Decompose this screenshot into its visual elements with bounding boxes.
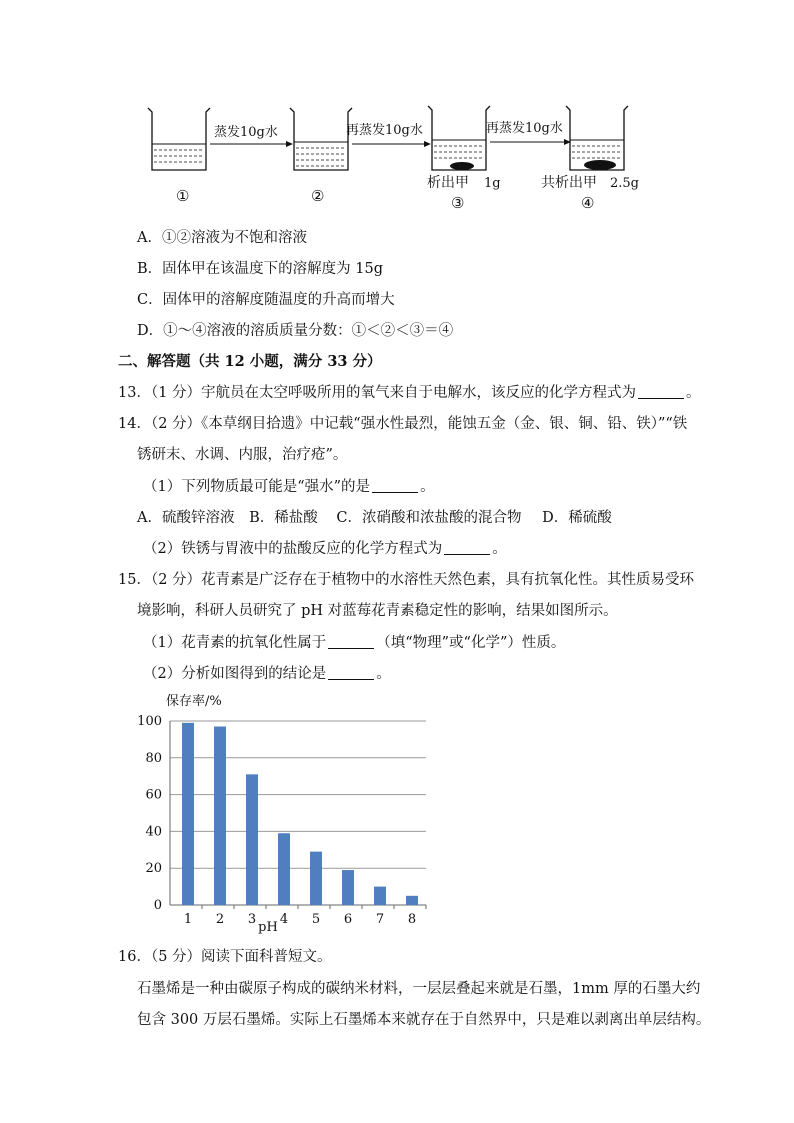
q14-option-d: D．稀硫酸 [542, 510, 612, 526]
bar-ph-6 [342, 870, 354, 905]
arrow-label-1: 蒸发10g水 [214, 125, 278, 140]
y-tick-label: 80 [145, 750, 162, 766]
q15-sub1-blank[interactable] [328, 634, 374, 649]
q14-options [137, 508, 612, 528]
bar-ph-2 [214, 727, 226, 905]
q14-sub-1 [143, 477, 435, 497]
x-tick-label: 6 [343, 912, 353, 927]
q14-sub1-text: （1）下列物质最可能是“强水”的是 [143, 479, 371, 495]
arrow-1 [210, 141, 293, 147]
x-tick-label: 3 [247, 912, 257, 927]
precip-amount-3: 1g [484, 176, 501, 191]
q14-sub1-blank[interactable] [372, 478, 418, 493]
x-tick-label: 7 [375, 912, 385, 927]
x-tick-label: 8 [407, 912, 417, 927]
beaker-2 [290, 108, 352, 170]
chart-bars [182, 723, 418, 905]
x-tick-label: 1 [183, 912, 193, 927]
q12-option-c: C．固体甲的溶解度随温度的升高而增大 [137, 292, 395, 308]
bar-ph-7 [374, 887, 386, 905]
q16-para-2: 包含 300 万层石墨烯。实际上石墨烯本来就存在于自然界中，只是难以剥离出单层结构。 [137, 1012, 711, 1028]
precip-label-4: 共析出甲 [541, 175, 597, 191]
q12-option-a: A．①②溶液为不饱和溶液 [137, 230, 307, 246]
arrow-label-2: 再蒸发10g水 [346, 123, 423, 138]
bar-ph-3 [246, 774, 258, 905]
q14-sub-2 [143, 539, 507, 559]
precip-label-3: 析出甲 [427, 175, 469, 191]
q14-option-b: B．稀盐酸 [249, 510, 318, 526]
q14-line-1: 14．（2 分）《本草纲目拾遗》中记载“强水性最烈，能蚀五金（金、银、铜、铅、铁）”“铁 [118, 416, 688, 432]
section-title: 二、解答题（共 12 小题，满分 33 分） [118, 353, 382, 370]
chart-y-ticks [137, 714, 162, 913]
evaporation-diagram [130, 98, 670, 218]
precip-amount-4: 2.5g [610, 176, 639, 191]
q14-sub2-text: （2）铁锈与胃液中的盐酸反应的化学方程式为 [143, 541, 443, 557]
q15-sub2-suffix: 。 [376, 666, 391, 682]
arrow-3 [490, 139, 571, 145]
beaker-4 [566, 106, 628, 170]
beaker-label-4: ④ [581, 194, 595, 212]
x-tick-label: 2 [215, 912, 225, 927]
x-tick-label: 4 [279, 912, 289, 927]
q15-sub2-text: （2）分析如图得到的结论是 [143, 666, 327, 682]
bar-ph-1 [182, 723, 194, 905]
beaker-label-1: ① [176, 187, 190, 205]
chart-grid [170, 721, 426, 905]
chart-ylabel: 保存率/% [166, 694, 222, 709]
ph-retention-chart [130, 688, 440, 938]
chart-x-ticks [184, 905, 426, 927]
q12-option-b: B．固体甲在该温度下的溶解度为 15g [137, 261, 383, 277]
y-tick-label: 40 [145, 824, 162, 840]
arrow-label-3: 再蒸发10g水 [486, 121, 563, 136]
question-13 [118, 383, 701, 403]
q16-line-1: 16．（5 分）阅读下面科普短文。 [118, 949, 332, 965]
q13-text: 13．（1 分）宇航员在太空呼吸所用的氧气来自于电解水，该反应的化学方程式为 [118, 385, 637, 401]
q12-option-d: D．①～④溶液的溶质质量分数：①＜②＜③＝④ [137, 323, 454, 339]
y-tick-label: 0 [153, 898, 162, 913]
q14-sub1-suffix: 。 [420, 479, 435, 495]
q15-sub-2 [143, 664, 391, 684]
q15-line-2: 境影响，科研人员研究了 pH 对蓝莓花青素稳定性的影响，结果如图所示。 [137, 603, 618, 619]
beaker-1 [148, 108, 210, 170]
q15-sub2-blank[interactable] [328, 665, 374, 680]
bar-ph-4 [278, 833, 290, 905]
q15-sub1-text: （1）花青素的抗氧化性属于 [143, 635, 327, 651]
beaker-label-3: ③ [451, 194, 465, 212]
chart-xlabel: pH [258, 920, 278, 935]
q14-sub2-suffix: 。 [492, 541, 507, 557]
bar-ph-8 [406, 896, 418, 905]
q13-answer-blank[interactable] [638, 384, 684, 399]
arrow-2 [352, 141, 431, 147]
y-tick-label: 100 [137, 714, 162, 729]
q14-sub2-blank[interactable] [444, 540, 490, 555]
q15-line-1: 15．（2 分）花青素是广泛存在于植物中的水溶性天然色素，具有抗氧化性。其性质易受环 [118, 572, 695, 588]
y-tick-label: 60 [145, 787, 162, 803]
q14-option-a: A．硫酸锌溶液 [137, 510, 235, 526]
q13-suffix: 。 [686, 385, 701, 401]
q16-para-1: 石墨烯是一种由碳原子构成的碳纳米材料，一层层叠起来就是石墨，1mm 厚的石墨大约 [137, 981, 701, 997]
bar-ph-5 [310, 852, 322, 905]
beaker-label-2: ② [311, 187, 325, 205]
x-tick-label: 5 [311, 912, 321, 927]
beaker-3 [428, 106, 490, 170]
q15-sub1-suffix: （填“物理”或“化学”）性质。 [376, 635, 566, 651]
q14-line-2: 锈研末、水调、内服，治疗疮”。 [137, 447, 348, 463]
precipitate-4 [584, 160, 616, 170]
precipitate-3 [450, 162, 474, 170]
q14-option-c: C．浓硝酸和浓盐酸的混合物 [336, 510, 522, 526]
y-tick-label: 20 [145, 861, 162, 877]
q15-sub-1 [143, 633, 565, 653]
